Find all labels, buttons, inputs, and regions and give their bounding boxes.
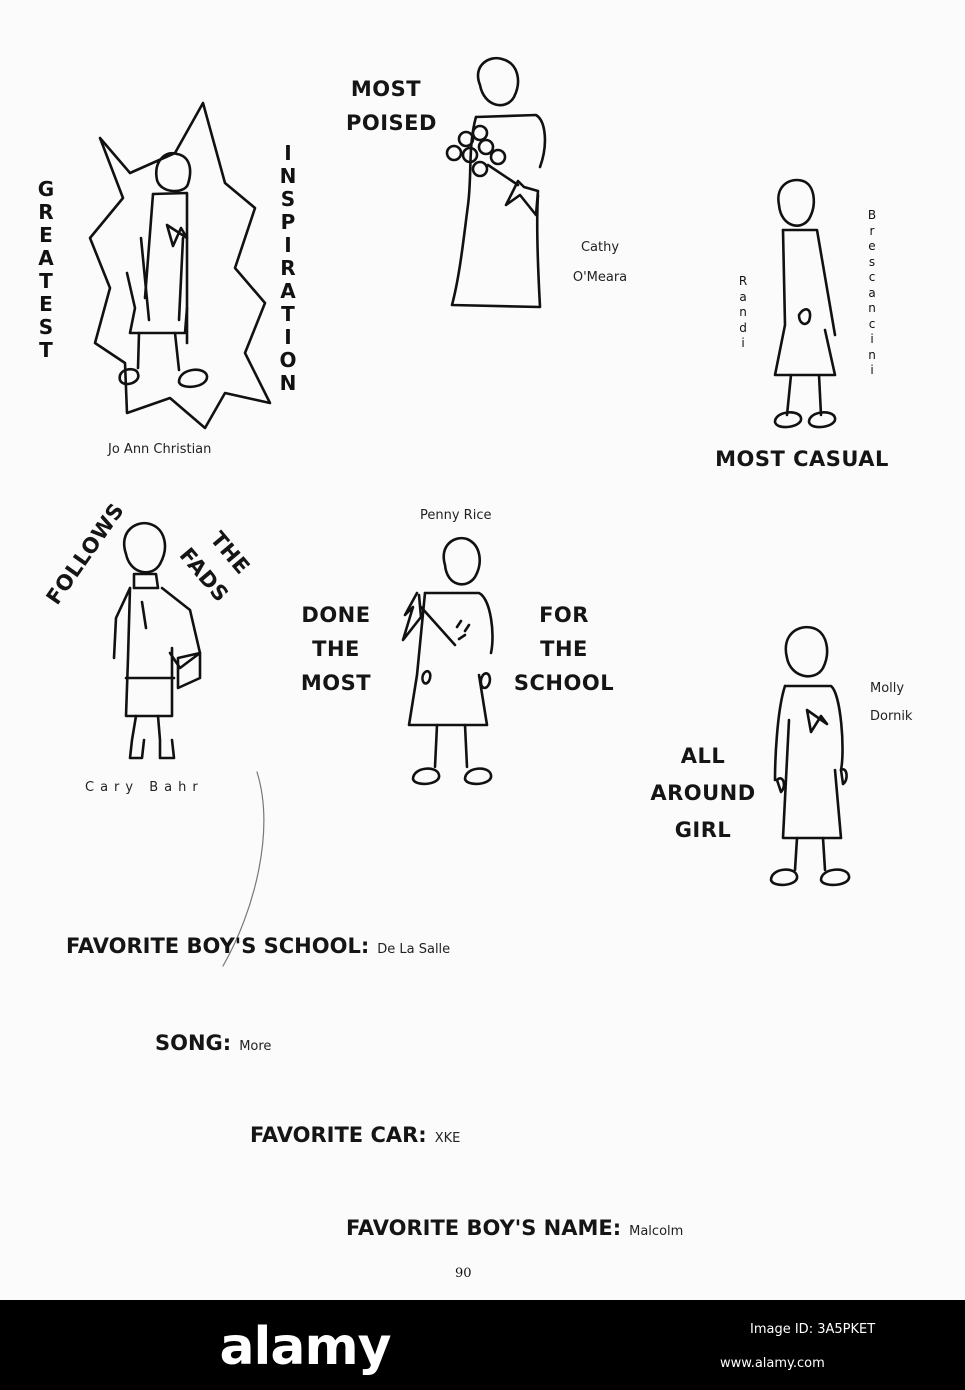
favorite-label: FAVORITE BOY'S SCHOOL: <box>66 934 370 958</box>
most-casual-figure <box>765 175 855 435</box>
for-the-school-label: FOR THE SCHOOL <box>513 603 615 695</box>
name-penny-rice: Penny Rice <box>420 508 492 523</box>
page-number: 90 <box>455 1266 472 1281</box>
name-brescancini: B r e s c a n c i n i <box>867 208 877 377</box>
favorite-song <box>155 1031 271 1055</box>
done-the-most-label: DONE THE MOST <box>300 603 372 695</box>
greatest-vertical-label: G R E A T E S T <box>37 177 55 362</box>
favorite-label: FAVORITE CAR: <box>250 1123 427 1147</box>
favorite-label: FAVORITE BOY'S NAME: <box>346 1216 622 1240</box>
favorite-car <box>250 1123 460 1147</box>
done-the-most-figure <box>395 535 505 795</box>
name-randi: R a n d i <box>738 274 748 350</box>
most-poised-figure <box>440 55 555 315</box>
most-poised-label: MOST POISED <box>346 77 437 135</box>
follows-the-fads-figure <box>100 518 210 768</box>
name-jo-ann-christian: Jo Ann Christian <box>108 442 212 457</box>
inspiration-vertical-label: I N S P I R A T I O N <box>279 141 297 395</box>
most-casual-label: MOST CASUAL <box>715 447 889 471</box>
favorite-boys-school <box>66 934 450 958</box>
name-molly-dornik: Molly Dornik <box>870 681 913 724</box>
favorite-value: XKE <box>434 1131 461 1146</box>
favorite-value: More <box>239 1039 272 1054</box>
watermark-url: www.alamy.com <box>720 1356 825 1371</box>
all-around-girl-label: ALL AROUND GIRL <box>650 744 756 842</box>
all-around-girl-figure <box>765 620 860 890</box>
name-cary-bahr: Cary Bahr <box>85 780 204 795</box>
favorite-boys-name <box>346 1216 683 1240</box>
inspiration-burst-figure <box>75 98 275 433</box>
favorite-label: SONG: <box>155 1031 232 1055</box>
image-id-label: Image ID: 3A5PKET <box>750 1322 876 1337</box>
follows-label: FOLLOWS <box>41 498 129 609</box>
name-cathy-omeara: Cathy O'Meara <box>572 240 628 285</box>
alamy-logo-text: alamy <box>219 1317 391 1377</box>
favorite-value: Malcolm <box>629 1224 684 1239</box>
the-fads-label: THE FADS <box>174 527 255 607</box>
favorite-value: De La Salle <box>377 942 451 957</box>
